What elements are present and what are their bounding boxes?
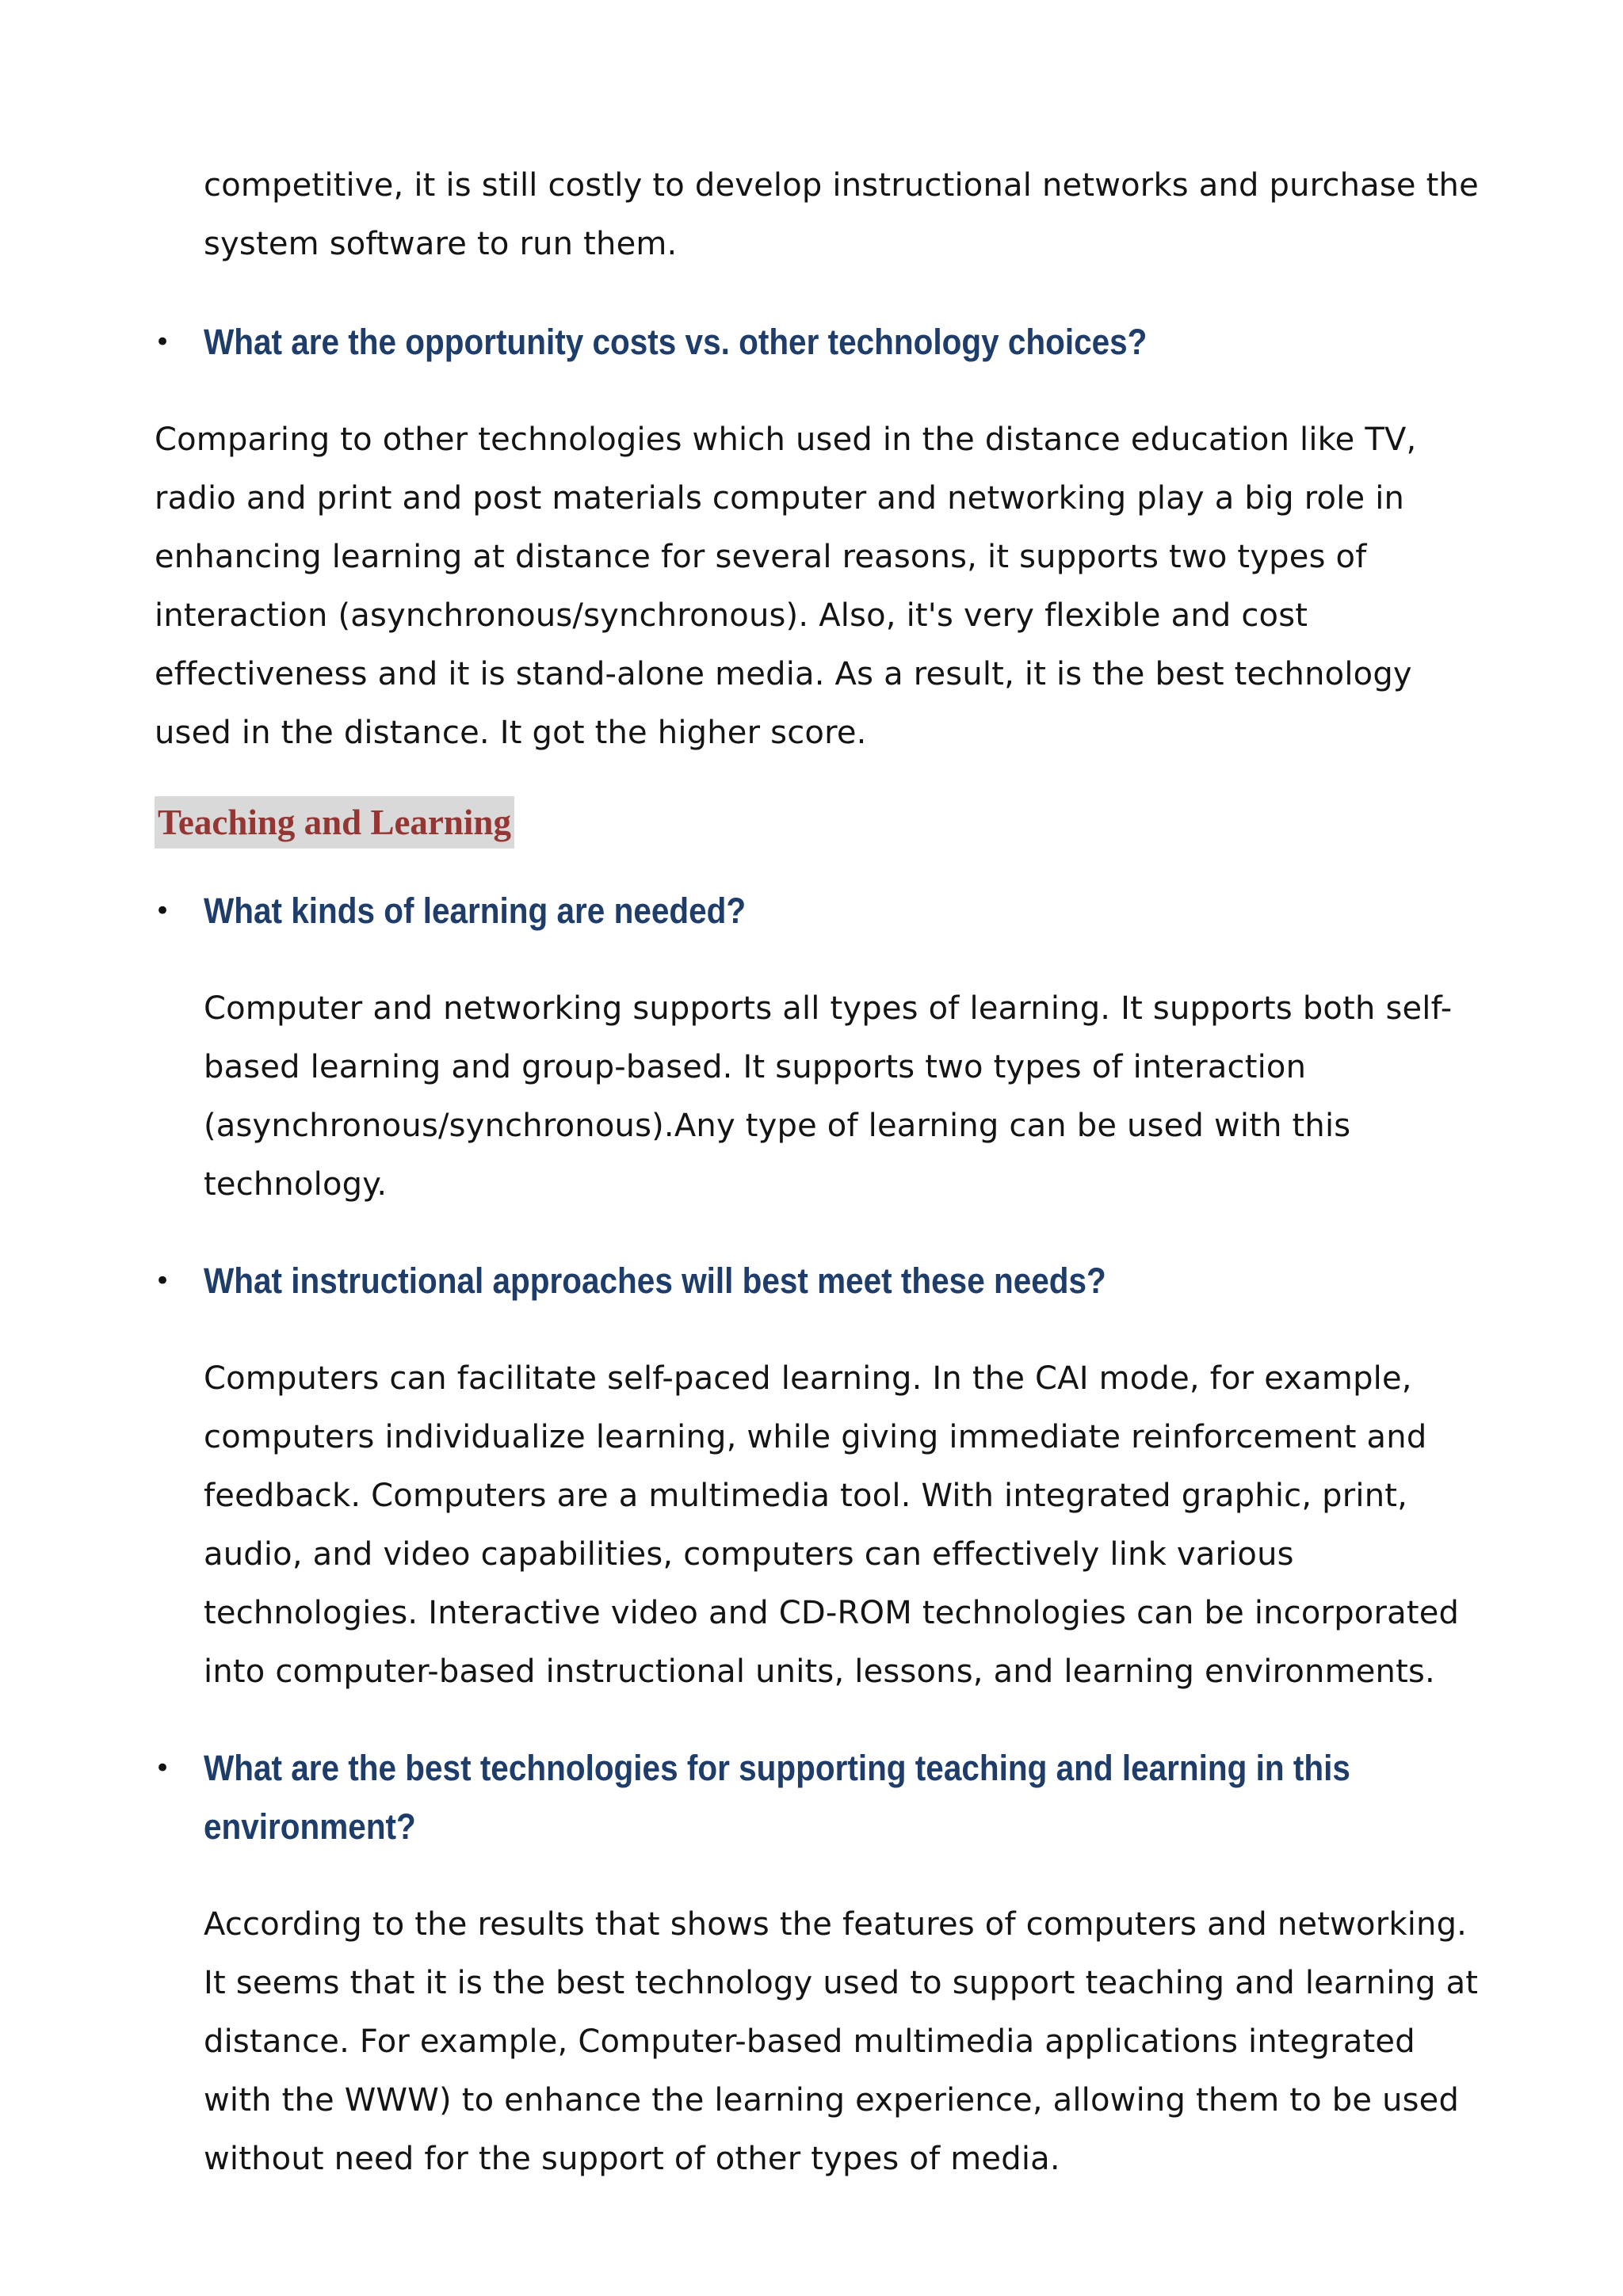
section-heading: Teaching and Learning bbox=[155, 796, 514, 849]
bullet-icon: • bbox=[155, 1753, 171, 1784]
question-text: What are the best technologies for supporting teaching and learning in this environment? bbox=[204, 1748, 1350, 1847]
bullet-icon: • bbox=[155, 326, 171, 358]
question-opportunity-costs bbox=[155, 313, 1494, 372]
question-best-technologies bbox=[155, 1739, 1494, 1856]
question-kinds-of-learning bbox=[155, 882, 1494, 940]
question-instructional-approaches bbox=[155, 1252, 1494, 1310]
bullet-icon: • bbox=[155, 895, 171, 927]
answer-opportunity-costs: Comparing to other technologies which used in the distance education like TV, radio and print and post materials computer and networking play a big role in enhancing learning at distance for several reasons, it supports two types of interaction (asynchronous/synchronous). Also, it's very flexible and cost effectiveness and it is stand-alone media. As a result, it is the best technology used in the distance. It got the higher score. bbox=[155, 421, 1417, 751]
answer-instructional-approaches: Computers can facilitate self-paced learning. In the CAI mode, for example, computers individualize learning, while giving immediate reinforcement and feedback. Computers are a multimedia tool. With integrated graphic, print, audio, and video capabilities, computers can effectively link various technologies. Interactive video and CD-ROM technologies can be incorporated into computer-based instructional units, lessons, and learning environments. bbox=[204, 1360, 1460, 1690]
bullet-icon: • bbox=[155, 1265, 171, 1297]
question-text: What instructional approaches will best meet these needs? bbox=[204, 1261, 1106, 1301]
intro-paragraph: competitive, it is still costly to develop instructional networks and purchase the system software to run them. bbox=[204, 167, 1479, 262]
answer-best-technologies: According to the results that shows the features of computers and networking. It seems that it is the best technology used to support teaching and learning at distance. For example, Computer-based multimedia applications integrated with the WWW) to enhance the learning experience, allowing them to be used without need for the support of other types of media. bbox=[204, 1906, 1479, 2177]
answer-kinds-of-learning: Computer and networking supports all types of learning. It supports both self-based learning and group-based. It supports two types of interaction (asynchronous/synchronous).Any type of learning can be used with this technology. bbox=[204, 990, 1453, 1203]
question-text: What are the opportunity costs vs. other technology choices? bbox=[204, 322, 1148, 362]
question-text: What kinds of learning are needed? bbox=[204, 891, 747, 931]
